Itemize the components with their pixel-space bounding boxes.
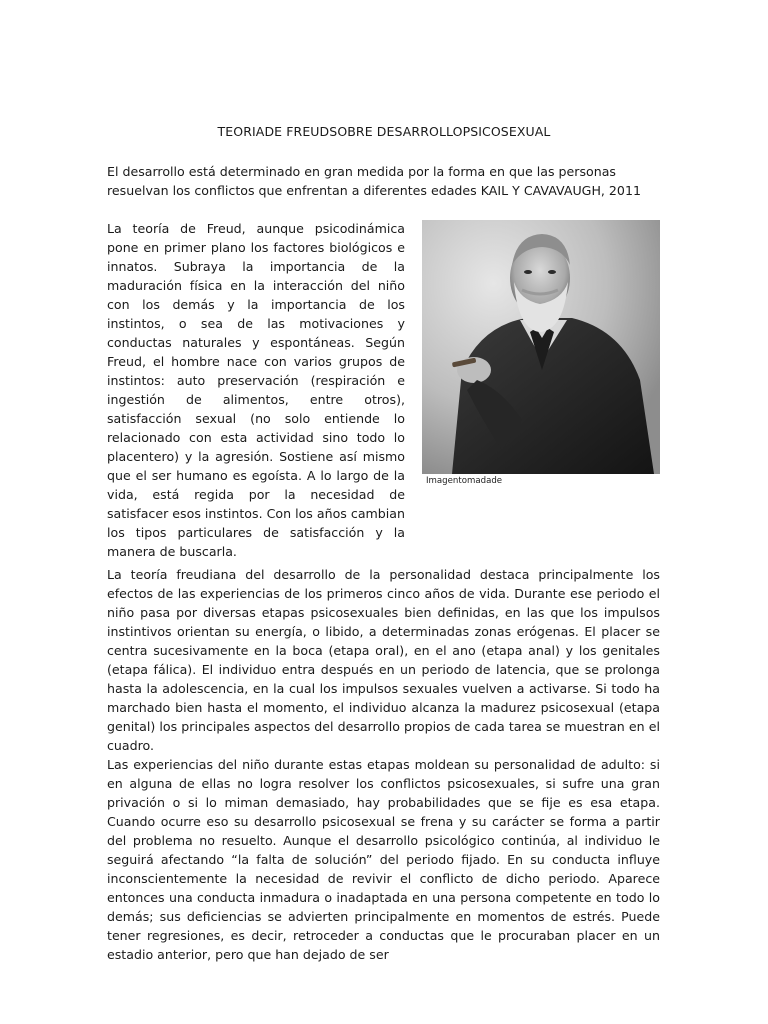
document-title: TEORIADE FREUDSOBRE DESARROLLOPSICOSEXUAL	[217, 124, 551, 139]
intro-paragraph: El desarrollo está determinado en gran medida por la forma en que las personas resuelvan los conflictos que enfrentan a diferentes edades KAIL Y CAVAVAUGH, 2011	[107, 164, 641, 198]
image-caption: Imagentomadade	[426, 476, 503, 486]
body-paragraph-3: Las experiencias del niño durante estas etapas moldean su personalidad de adulto: si en alguna de ellas no logra resolver los conflictos psicosexuales, si sufre una gran privación o si lo miman demasiado, hay probabilidades que se fije es esa etapa. Cuando ocurre eso su desarrollo psicosexual se frena y su carácter se forma a partir del problema no resuelto. Aunque el desarrollo psicológico continúa, al individuo le seguirá afectando “la falta de solución” del periodo fijado. En su conducta influye inconscientemente la necesidad de revivir el conflicto de dicho periodo. Aparece entonces una conducta inmadura o inadaptada en una persona competente en todo lo demás; sus deficiencias se advierten principalmente en momentos de estrés. Puede tener regresiones, es decir, retroceder a conductas que le procuraban placer en un estadio anterior, pero que han dejado de ser	[107, 757, 660, 962]
portrait-photo	[422, 220, 660, 474]
body-paragraph-2: La teoría freudiana del desarrollo de la personalidad destaca principalmente los efectos de las experiencias de los primeros cinco años de vida. Durante ese periodo el niño pasa por diversas etapas psicosexuales bien definidas, en las que los impulsos instintivos orientan su energía, o libido, a determinadas zonas erógenas. El placer se centra sucesivamente en la boca (etapa oral), en el ano (etapa anal) y los genitales (etapa fálica). El individuo entra después en un periodo de latencia, que se prolonga hasta la adolescencia, en la cual los impulsos sexuales vuelven a activarse. Si todo ha marchado bien hasta el momento, el individuo alcanza la madurez psicosexual (etapa genital) los principales aspectos del desarrollo propios de cada tarea se muestran en el cuadro.	[107, 567, 660, 753]
section1-paragraph: La teoría de Freud, aunque psicodinámica pone en primer plano los factores biológicos e innatos. Subraya la importancia de la maduración física en la interacción del niño con los demás y la importancia de los instintos, o sea de las motivaciones y conductas naturales y espontáneas. Según Freud, el hombre nace con varios grupos de instintos: auto preservación (respiración e ingestión de alimentos, entre otros), satisfacción sexual (no solo entiende lo relacionado con esta actividad sino todo lo placentero) y la agresión. Sostiene así mismo que el ser humano es egoísta. A lo largo de la vida, está regida por la necesidad de satisfacer esos instintos. Con los años cambian los tipos particulares de satisfacción y la manera de buscarla.	[107, 221, 405, 559]
